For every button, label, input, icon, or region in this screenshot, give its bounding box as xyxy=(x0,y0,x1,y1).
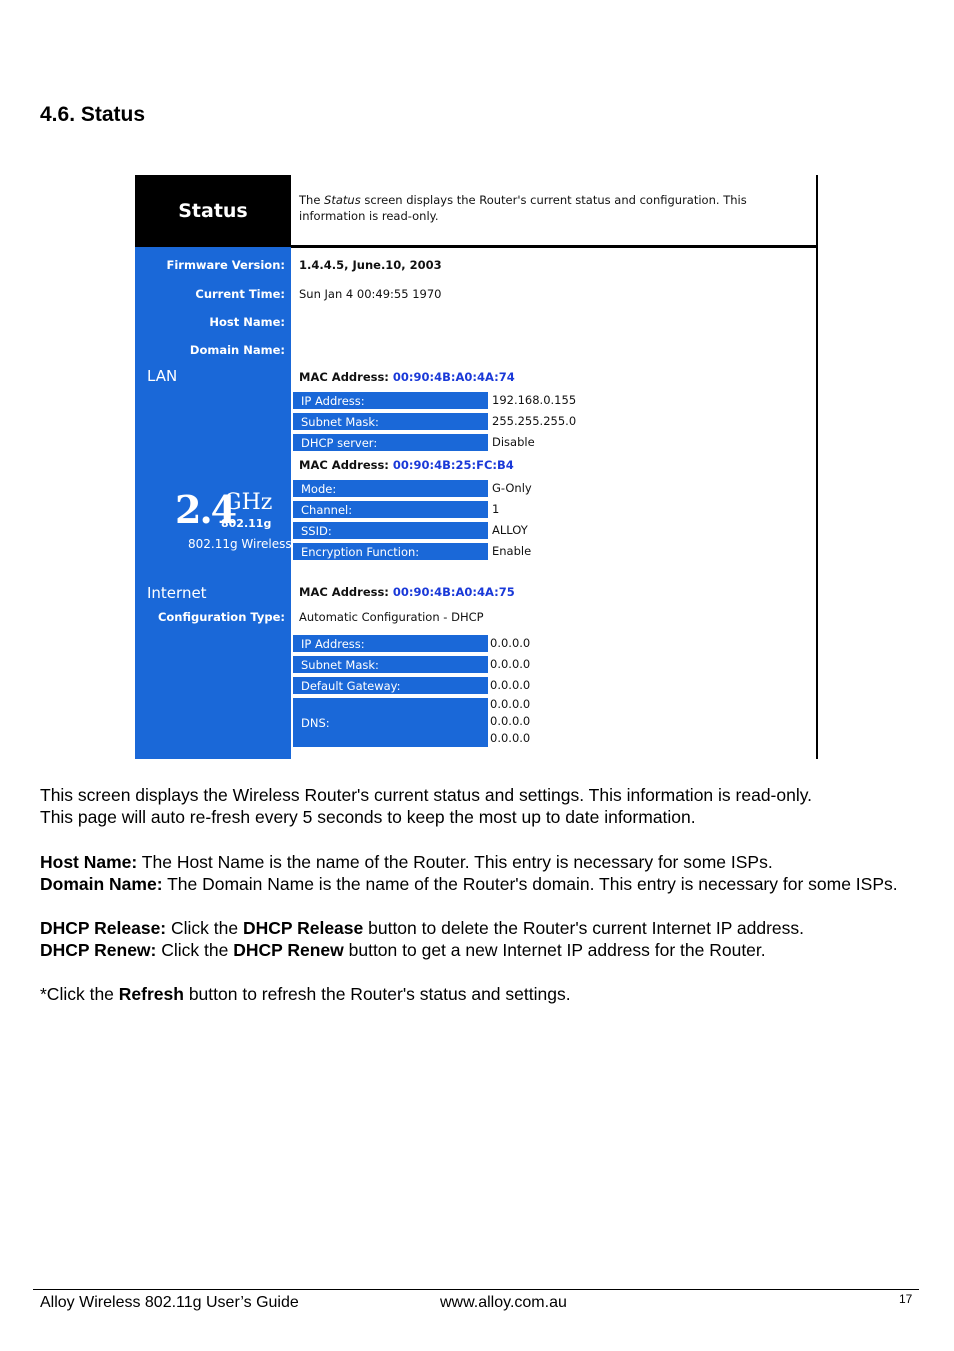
lan-ip-label: IP Address: xyxy=(293,391,488,409)
internet-subnet-value: 0.0.0.0 xyxy=(490,657,531,671)
release-term: DHCP Release: xyxy=(40,918,167,938)
host-term: Host Name: xyxy=(40,852,138,872)
internet-mac-label: MAC Address: xyxy=(299,585,393,599)
wireless-encryption-value: Enable xyxy=(492,544,532,558)
footer-rule xyxy=(33,1289,919,1290)
wireless-mac-label: MAC Address: xyxy=(299,458,393,472)
intro-line-2: This page will auto re-fresh every 5 seconds to keep the most up to date information. xyxy=(40,807,696,827)
internet-section-label: Internet xyxy=(147,584,207,602)
desc-pre: The xyxy=(299,193,325,207)
dns-value-3: 0.0.0.0 xyxy=(490,731,531,745)
header-rule xyxy=(291,245,818,248)
page-number: 17 xyxy=(899,1292,913,1306)
domain-term: Domain Name: xyxy=(40,874,163,894)
domain-name-definition xyxy=(40,873,914,895)
internet-gateway-value: 0.0.0.0 xyxy=(490,678,531,692)
wireless-encryption-label: Encryption Function: xyxy=(293,542,488,560)
lan-mac-value: 00:90:4B:A0:4A:74 xyxy=(392,370,515,384)
dns-values xyxy=(490,696,530,747)
dns-value-2: 0.0.0.0 xyxy=(490,714,531,728)
internet-gateway-label: Default Gateway: xyxy=(293,676,488,694)
renew-term: DHCP Renew: xyxy=(40,940,157,960)
dns-value-1: 0.0.0.0 xyxy=(490,697,531,711)
firmware-label: Firmware Version: xyxy=(166,258,285,272)
time-label: Current Time: xyxy=(195,287,285,301)
renew-post: button to get a new Internet IP address for the Router. xyxy=(343,940,766,960)
intro-line-1: This screen displays the Wireless Router's current status and settings. This information is read-only. xyxy=(40,785,813,805)
dhcp-release-definition xyxy=(40,917,914,939)
lan-ip-value: 192.168.0.155 xyxy=(492,393,577,407)
footer-guide-title: Alloy Wireless 802.11g User’s Guide xyxy=(40,1294,299,1311)
renew-pre: Click the xyxy=(156,940,234,960)
status-screenshot xyxy=(135,175,818,759)
desc-post: screen displays the Router's current status and configuration. This information is read-only. xyxy=(299,193,747,223)
desc-em: Status xyxy=(324,193,361,207)
internet-mac xyxy=(299,585,515,599)
wireless-mode-value: G-Only xyxy=(492,481,532,495)
dhcp-renew-definition xyxy=(40,939,914,961)
refresh-pre: *Click the xyxy=(40,984,119,1004)
logo-ghz: GHz xyxy=(224,490,273,515)
lan-subnet-value: 255.255.255.0 xyxy=(492,414,577,428)
wireless-mode-label: Mode: xyxy=(293,479,488,497)
wireless-ssid-label: SSID: xyxy=(293,521,488,539)
wireless-mac-value: 00:90:4B:25:FC:B4 xyxy=(392,458,514,472)
internet-mac-value: 00:90:4B:A0:4A:75 xyxy=(392,585,515,599)
status-title: Status xyxy=(135,175,291,247)
config-type-value: Automatic Configuration - DHCP xyxy=(299,610,484,624)
logo-standard: 802.11g xyxy=(221,517,272,530)
internet-ip-label: IP Address: xyxy=(293,634,488,652)
renew-button-name: DHCP Renew xyxy=(233,940,344,960)
logo-caption: 802.11g Wireless xyxy=(188,537,292,551)
footer-url: www.alloy.com.au xyxy=(440,1294,567,1311)
section-heading: 4.6. Status xyxy=(40,103,146,126)
wireless-channel-value: 1 xyxy=(492,502,500,516)
internet-subnet-label: Subnet Mask: xyxy=(293,655,488,673)
host-text: The Host Name is the name of the Router. This entry is necessary for some ISPs. xyxy=(137,852,773,872)
refresh-post: button to refresh the Router's status and settings. xyxy=(183,984,571,1004)
host-name-definition xyxy=(40,851,914,873)
wireless-mac xyxy=(299,458,514,472)
release-pre: Click the xyxy=(166,918,243,938)
lan-section-label: LAN xyxy=(147,367,178,385)
refresh-button-name: Refresh xyxy=(118,984,184,1004)
domain-name-label: Domain Name: xyxy=(189,343,285,357)
lan-subnet-label: Subnet Mask: xyxy=(293,412,488,430)
lan-dhcp-value: Disable xyxy=(492,435,535,449)
panel-border xyxy=(816,175,818,759)
host-name-label: Host Name: xyxy=(209,315,285,329)
refresh-note xyxy=(40,983,914,1005)
internet-ip-value: 0.0.0.0 xyxy=(490,636,531,650)
wireless-ssid-value: ALLOY xyxy=(492,523,528,537)
lan-mac xyxy=(299,370,515,384)
wireless-channel-label: Channel: xyxy=(293,500,488,518)
lan-mac-label: MAC Address: xyxy=(299,370,393,384)
lan-dhcp-label: DHCP server: xyxy=(293,433,488,451)
firmware-value: 1.4.4.5, June.10, 2003 xyxy=(299,258,442,272)
status-description xyxy=(299,192,809,224)
logo-frequency: 2.4 xyxy=(175,487,236,532)
dns-label: DNS: xyxy=(293,697,488,747)
time-value: Sun Jan 4 00:49:55 1970 xyxy=(299,287,442,301)
release-button-name: DHCP Release xyxy=(242,918,364,938)
release-post: button to delete the Router's current Internet IP address. xyxy=(363,918,805,938)
config-type-label: Configuration Type: xyxy=(157,610,285,624)
domain-text: The Domain Name is the name of the Router's domain. This entry is necessary for some ISPs. xyxy=(162,874,898,894)
